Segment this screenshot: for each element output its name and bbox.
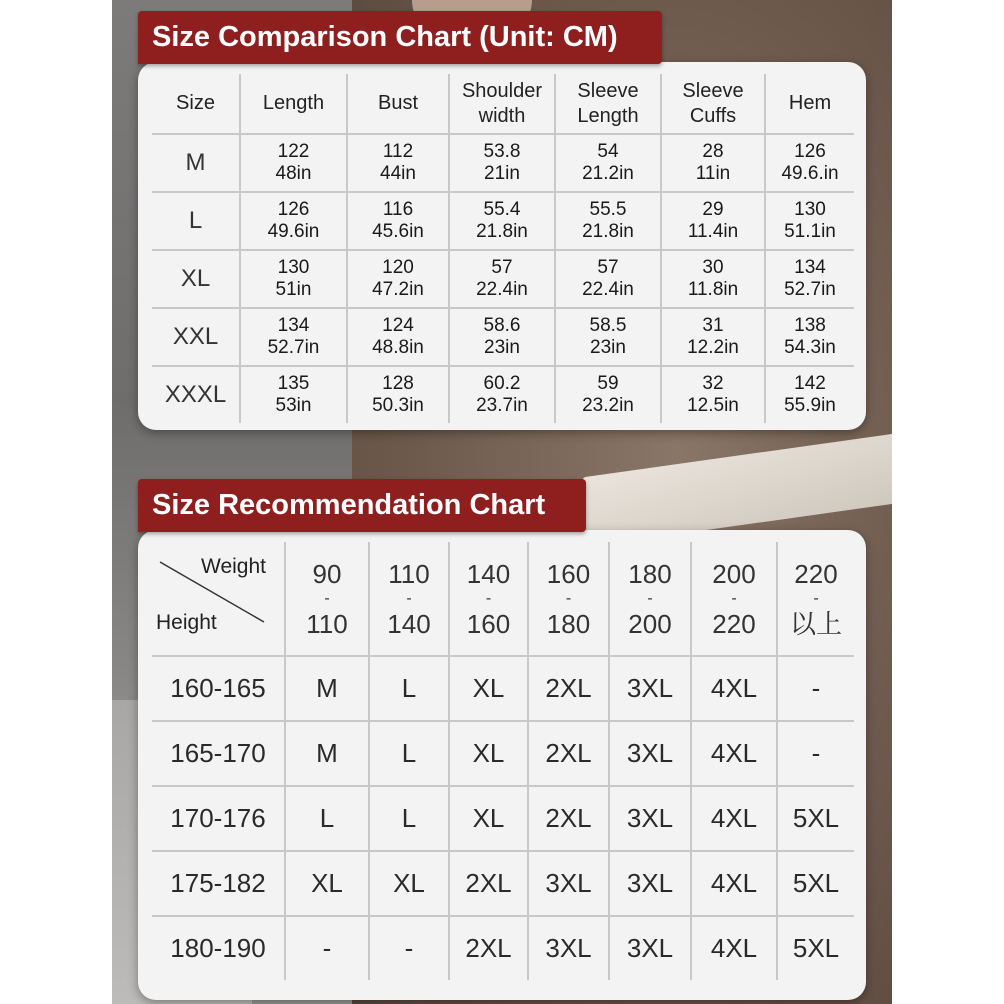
- recommended-size-cell: 2XL: [528, 786, 609, 851]
- size-comparison-card: [138, 62, 866, 430]
- measurement-cell: [240, 192, 347, 250]
- inch-value: 21in: [484, 163, 520, 184]
- height-label: Height: [156, 611, 217, 634]
- recommended-size-cell: XL: [449, 786, 528, 851]
- recommended-size-cell: 5XL: [777, 851, 854, 916]
- column-header-line: width: [478, 104, 526, 127]
- weight-max: 180: [546, 608, 591, 639]
- weight-height-corner: [152, 542, 285, 656]
- inch-value: 11.4in: [687, 221, 739, 242]
- recommended-size-cell: L: [369, 786, 449, 851]
- inch-value: 49.6in: [267, 221, 320, 242]
- measurement-cell: [555, 192, 661, 250]
- inch-value: 50.3in: [372, 395, 424, 416]
- measurement-cell: [765, 366, 854, 423]
- weight-max: 220: [712, 608, 756, 639]
- measurement-cell: [555, 308, 661, 366]
- cm-value: 135: [277, 373, 310, 394]
- weight-min: 140: [466, 558, 511, 589]
- weight-min: 220: [794, 558, 838, 589]
- measurement-cell: [555, 250, 661, 308]
- inch-value: 22.4in: [582, 279, 634, 300]
- column-header-line: Bust: [377, 92, 419, 114]
- size-cell: XXL: [152, 308, 240, 366]
- inch-value: 21.8in: [476, 221, 528, 242]
- size-cell: XL: [152, 250, 240, 308]
- inch-value: 12.2in: [687, 337, 739, 358]
- weight-range-header: [609, 542, 691, 656]
- recommended-size-cell: 2XL: [449, 916, 528, 980]
- range-separator: -: [485, 589, 492, 607]
- weight-min: 160: [546, 558, 591, 589]
- column-header-line: Sleeve: [577, 79, 639, 102]
- measurement-cell: [347, 250, 449, 308]
- inch-value: 23.7in: [476, 395, 528, 416]
- column-header-line: Shoulder: [461, 79, 543, 102]
- column-header-line: Size: [176, 92, 215, 114]
- recommended-size-cell: 3XL: [609, 786, 691, 851]
- inch-value: 49.6.in: [781, 163, 839, 184]
- cm-value: 126: [794, 141, 826, 162]
- inch-value: 52.7in: [784, 279, 836, 300]
- cm-value: 53.8: [483, 141, 521, 162]
- column-header-line: Length: [577, 104, 639, 127]
- range-separator: -: [324, 589, 330, 607]
- measurement-cell: [449, 192, 555, 250]
- size-recommendation-card: [138, 530, 866, 1000]
- cm-value: 116: [382, 199, 414, 220]
- height-range-cell: 175-182: [152, 851, 285, 916]
- weight-min: 180: [628, 558, 672, 589]
- measurement-cell: [240, 308, 347, 366]
- column-header: [661, 74, 765, 134]
- size-recommendation-table: [152, 542, 854, 980]
- table-row: [152, 250, 854, 308]
- column-header-line: Cuffs: [689, 104, 737, 127]
- measurement-cell: [661, 192, 765, 250]
- column-header: [765, 74, 854, 134]
- cm-value: 55.4: [483, 199, 521, 220]
- range-separator: -: [813, 589, 819, 607]
- recommended-size-cell: -: [369, 916, 449, 980]
- range-separator: -: [647, 589, 653, 607]
- size-recommendation-title: Size Recommendation Chart: [138, 479, 586, 532]
- weight-max: 110: [306, 608, 348, 639]
- recommended-size-cell: XL: [369, 851, 449, 916]
- column-header-line: Length: [262, 92, 325, 114]
- measurement-cell: [661, 366, 765, 423]
- cm-value: 138: [794, 315, 826, 336]
- recommended-size-cell: L: [285, 786, 369, 851]
- inch-value: 52.7in: [267, 337, 320, 358]
- measurement-cell: [661, 134, 765, 192]
- weight-range-header: [369, 542, 449, 656]
- column-header-line: Sleeve: [682, 79, 744, 102]
- size-cell: M: [152, 134, 240, 192]
- measurement-cell: [240, 134, 347, 192]
- recommended-size-cell: 2XL: [449, 851, 528, 916]
- table-row: [152, 916, 854, 980]
- measurement-cell: [449, 366, 555, 423]
- range-separator: -: [731, 589, 737, 607]
- height-range-cell: 170-176: [152, 786, 285, 851]
- table-row: [152, 656, 854, 721]
- measurement-cell: [347, 308, 449, 366]
- measurement-cell: [240, 366, 347, 423]
- cm-value: 134: [277, 315, 310, 336]
- size-cell: XXXL: [152, 366, 240, 423]
- cm-value: 55.5: [589, 199, 627, 220]
- cm-value: 30: [702, 257, 724, 278]
- recommended-size-cell: 4XL: [691, 916, 777, 980]
- recommended-size-cell: XL: [449, 721, 528, 786]
- inch-value: 45.6in: [372, 221, 424, 242]
- inch-value: 51.1in: [784, 221, 836, 242]
- measurement-cell: [661, 250, 765, 308]
- weight-min: 90: [312, 558, 342, 589]
- size-comparison-table: [152, 74, 854, 423]
- recommended-size-cell: 4XL: [691, 786, 777, 851]
- measurement-cell: [449, 134, 555, 192]
- height-range-cell: 180-190: [152, 916, 285, 980]
- cm-value: 126: [277, 199, 310, 220]
- cm-value: 54: [597, 141, 619, 162]
- table-row: [152, 786, 854, 851]
- inch-value: 54.3in: [784, 337, 836, 358]
- measurement-cell: [765, 134, 854, 192]
- cm-value: 142: [794, 373, 826, 394]
- measurement-cell: [347, 134, 449, 192]
- column-header: [449, 74, 555, 134]
- cm-value: 120: [382, 257, 414, 278]
- inch-value: 48in: [275, 163, 312, 184]
- recommended-size-cell: 2XL: [528, 721, 609, 786]
- cm-value: 122: [277, 141, 310, 162]
- weight-max: 140: [387, 608, 431, 639]
- inch-value: 23.2in: [582, 395, 634, 416]
- inch-value: 11.8in: [687, 279, 739, 300]
- inch-value: 21.8in: [582, 221, 634, 242]
- recommended-size-cell: -: [777, 656, 854, 721]
- inch-value: 44in: [380, 163, 416, 184]
- recommended-size-cell: M: [285, 721, 369, 786]
- recommended-size-cell: 3XL: [609, 721, 691, 786]
- measurement-cell: [347, 366, 449, 423]
- height-range-cell: 160-165: [152, 656, 285, 721]
- recommended-size-cell: -: [777, 721, 854, 786]
- recommended-size-cell: 5XL: [792, 933, 840, 963]
- weight-range-header: [528, 542, 609, 656]
- table-header-row: [152, 542, 854, 656]
- recommended-size-cell: 2XL: [528, 656, 609, 721]
- column-header: [240, 74, 347, 134]
- weight-min: 200: [712, 558, 756, 589]
- cm-value: 58.6: [483, 315, 521, 336]
- table-row: [152, 366, 854, 423]
- inch-value: 21.2in: [582, 163, 634, 184]
- cm-value: 134: [794, 257, 826, 278]
- weight-min: 110: [388, 558, 430, 589]
- recommended-size-cell: 4XL: [691, 721, 777, 786]
- cm-value: 57: [491, 257, 513, 278]
- table-row: [152, 134, 854, 192]
- weight-range-header: [777, 542, 854, 656]
- table-row: [152, 721, 854, 786]
- measurement-cell: [347, 192, 449, 250]
- recommended-size-cell: 3XL: [528, 916, 609, 980]
- recommended-size-cell: L: [369, 721, 449, 786]
- recommended-size-cell: XL: [285, 851, 369, 916]
- inch-value: 12.5in: [687, 395, 739, 416]
- weight-label: Weight: [201, 555, 266, 578]
- recommended-size-cell: -: [285, 916, 369, 980]
- column-header: [555, 74, 661, 134]
- recommended-size-cell: 4XL: [691, 656, 777, 721]
- cm-value: 31: [702, 315, 724, 336]
- cm-value: 32: [702, 373, 724, 394]
- inch-value: 22.4in: [476, 279, 528, 300]
- inch-value: 55.9in: [784, 395, 836, 416]
- recommended-size-cell: 4XL: [691, 851, 777, 916]
- measurement-cell: [765, 192, 854, 250]
- column-header: [347, 74, 449, 134]
- weight-max: 160: [466, 608, 511, 639]
- weight-max: 以上: [789, 608, 842, 639]
- cm-value: 58.5: [589, 315, 627, 336]
- size-cell: L: [152, 192, 240, 250]
- cm-value: 124: [382, 315, 414, 336]
- cm-value: 28: [702, 141, 724, 162]
- table-row: [152, 851, 854, 916]
- weight-range-header: [691, 542, 777, 656]
- measurement-cell: [449, 308, 555, 366]
- height-range-cell: 165-170: [152, 721, 285, 786]
- cm-value: 29: [702, 199, 724, 220]
- range-separator: -: [565, 589, 572, 607]
- measurement-cell: [555, 134, 661, 192]
- table-row: [152, 192, 854, 250]
- cm-value: 59: [597, 373, 619, 394]
- recommended-size-cell: M: [285, 656, 369, 721]
- range-separator: -: [406, 589, 412, 607]
- cm-value: 130: [277, 257, 310, 278]
- weight-max: 200: [628, 608, 672, 639]
- measurement-cell: [765, 308, 854, 366]
- cm-value: 130: [794, 199, 826, 220]
- cm-value: 112: [382, 141, 414, 162]
- column-header-line: Hem: [788, 92, 832, 114]
- inch-value: 53in: [275, 395, 312, 416]
- measurement-cell: [240, 250, 347, 308]
- inch-value: 47.2in: [372, 279, 424, 300]
- measurement-cell: [661, 308, 765, 366]
- recommended-size-cell: 3XL: [609, 916, 691, 980]
- recommended-size-cell: 3XL: [528, 851, 609, 916]
- recommended-size-cell: 5XL: [777, 786, 854, 851]
- weight-range-header: [449, 542, 528, 656]
- cm-value: 60.2: [483, 373, 521, 394]
- cm-value: 128: [382, 373, 414, 394]
- inch-value: 23in: [590, 337, 626, 358]
- measurement-cell: [555, 366, 661, 423]
- inch-value: 51in: [275, 279, 312, 300]
- recommended-size-cell: L: [369, 656, 449, 721]
- size-comparison-title: Size Comparison Chart (Unit: CM): [138, 11, 662, 64]
- table-header-row: [152, 74, 854, 134]
- recommended-size-cell: XL: [449, 656, 528, 721]
- cm-value: 57: [597, 257, 619, 278]
- measurement-cell: [449, 250, 555, 308]
- column-header: [152, 74, 240, 134]
- inch-value: 48.8in: [372, 337, 424, 358]
- recommended-size-cell: 3XL: [609, 851, 691, 916]
- weight-range-header: [285, 542, 369, 656]
- inch-value: 23in: [484, 337, 520, 358]
- recommended-size-cell: 3XL: [609, 656, 691, 721]
- table-row: [152, 308, 854, 366]
- measurement-cell: [765, 250, 854, 308]
- inch-value: 11in: [695, 163, 731, 184]
